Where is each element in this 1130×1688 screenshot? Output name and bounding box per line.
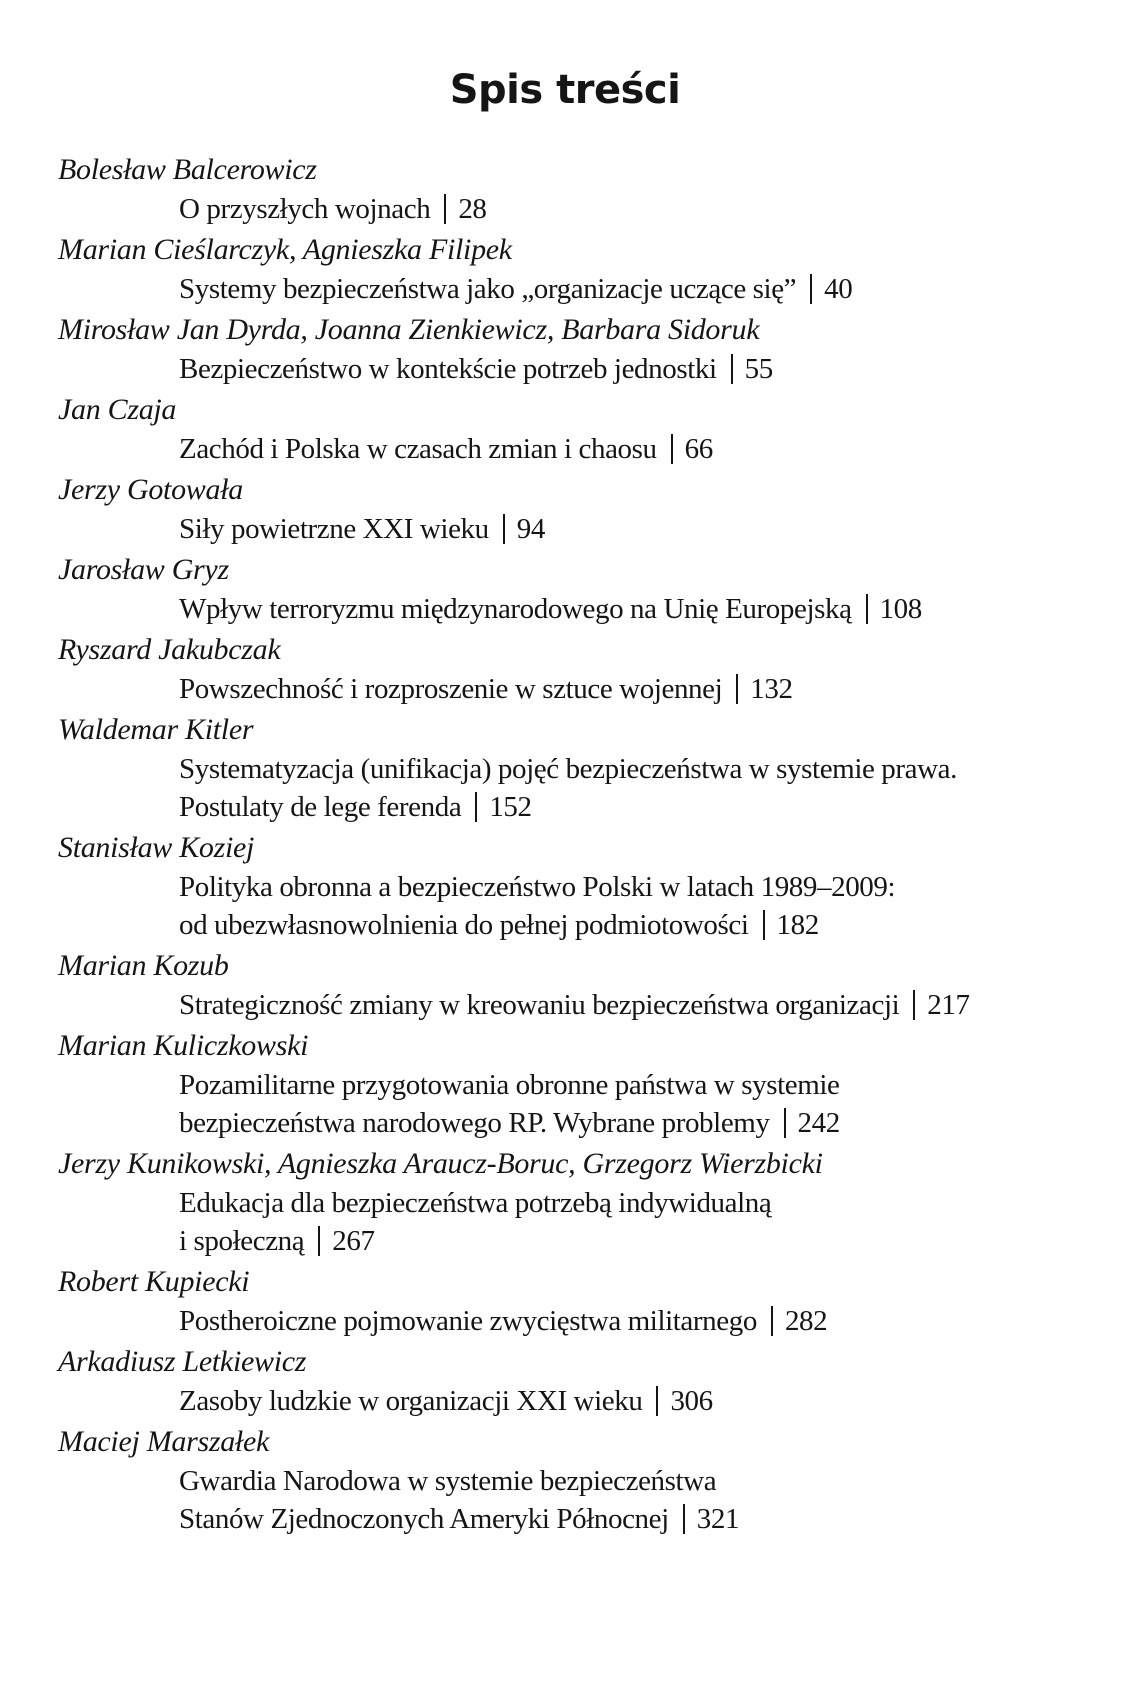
toc-entry [58,1422,1098,1538]
toc-title-line [179,906,1098,944]
toc-title-line [179,190,1098,228]
toc-entry [58,828,1098,944]
toc-page-number: 66 [684,433,713,465]
toc-work [58,350,1098,388]
toc-title-line [179,1104,1098,1142]
toc-page-number: 55 [744,353,773,385]
page-title: Spis treści [449,66,681,113]
toc-page-number: 321 [696,1503,740,1535]
toc-title-text: O przyszłych wojnach [179,193,431,225]
toc-entry [58,1026,1098,1142]
toc-title-line [179,788,1098,826]
toc-work [58,270,1098,308]
page-separator [683,1504,685,1534]
toc-entry [58,470,1098,548]
toc-work [58,590,1098,628]
toc-entry [58,310,1098,388]
toc-work [58,510,1098,548]
page-separator [656,1386,658,1416]
toc-work [58,1066,1098,1142]
toc-author: Marian Kuliczkowski [58,1029,309,1062]
page-separator [671,434,673,464]
toc-title-text: bezpieczeństwa narodowego RP. Wybrane problemy [179,1107,770,1139]
toc-page-number: 40 [824,273,853,305]
table-of-contents [58,150,1098,1538]
toc-title-text: Strategiczność zmiany w kreowaniu bezpieczeństwa organizacji [179,989,900,1021]
toc-entry [58,230,1098,308]
toc-entry [58,550,1098,628]
toc-page-number: 94 [516,513,545,545]
toc-entry [58,946,1098,1024]
toc-title-text: i społeczną [179,1225,305,1257]
toc-author: Stanisław Koziej [58,831,255,864]
page-separator [866,594,868,624]
toc-author: Arkadiusz Letkiewicz [58,1345,307,1378]
toc-entry [58,390,1098,468]
toc-title-text: Postulaty de lege ferenda [179,791,462,823]
toc-page-number: 217 [927,989,970,1021]
toc-work [58,190,1098,228]
toc-title-line [179,1500,1098,1538]
toc-title-line [179,670,1098,708]
toc-work [58,868,1098,944]
toc-title-line [179,986,1098,1024]
toc-entry [58,630,1098,708]
toc-page-number: 282 [784,1305,828,1337]
toc-page-number: 267 [332,1225,375,1257]
page-separator [784,1108,786,1138]
page-separator [731,354,733,384]
toc-title-text: od ubezwłasnowolnienia do pełnej podmiotowości [179,909,749,941]
toc-title-line [179,1462,1098,1500]
toc-author: Bolesław Balcerowicz [58,153,317,186]
toc-title-text: Stanów Zjednoczonych Ameryki Północnej [179,1503,669,1535]
toc-page-number: 182 [776,909,819,941]
page-separator [444,194,446,224]
toc-author: Jarosław Gryz [58,553,229,586]
toc-title-text: Pozamilitarne przygotowania obronne państwa w systemie [179,1069,840,1101]
toc-author: Jan Czaja [58,393,177,426]
toc-page-number: 132 [750,673,793,705]
toc-title-line [179,1184,1098,1222]
toc-entry [58,1262,1098,1340]
toc-page-number: 28 [458,193,487,225]
toc-entry [58,1342,1098,1420]
toc-author: Marian Cieślarczyk, Agnieszka Filipek [58,233,512,266]
toc-author: Robert Kupiecki [58,1265,250,1298]
toc-work [58,1462,1098,1538]
toc-title-text: Powszechność i rozproszenie w sztuce wojennej [179,673,723,705]
toc-entry [58,710,1098,826]
toc-title-line [179,430,1098,468]
toc-page-number: 152 [489,791,532,823]
toc-author: Jerzy Gotowała [58,473,243,506]
page-separator [810,274,812,304]
toc-title-text: Polityka obronna a bezpieczeństwo Polski w latach 1989–2009: [179,871,896,903]
page-separator [318,1226,320,1256]
toc-title-text: Systemy bezpieczeństwa jako „organizacje uczące się” [179,273,797,305]
toc-entry [58,150,1098,228]
toc-title-text: Bezpieczeństwo w kontekście potrzeb jednostki [179,353,717,385]
toc-title-line [179,590,1098,628]
toc-author: Jerzy Kunikowski, Agnieszka Araucz-Boruc, Grzegorz Wierzbicki [58,1147,823,1180]
toc-title-line [179,1302,1098,1340]
toc-title-text: Wpływ terroryzmu międzynarodowego na Unię Europejską [179,593,852,625]
toc-title-text: Siły powietrzne XXI wieku [179,513,489,545]
toc-author: Marian Kozub [58,949,229,982]
toc-title-line [179,350,1098,388]
toc-work [58,1184,1098,1260]
toc-title-line [179,868,1098,906]
toc-title-text: Gwardia Narodowa w systemie bezpieczeństwa [179,1465,717,1497]
toc-title-line [179,1066,1098,1104]
page-separator [763,910,765,940]
toc-page-number: 306 [670,1385,713,1417]
toc-title-text: Postheroiczne pojmowanie zwycięstwa militarnego [179,1305,757,1337]
page-separator [736,674,738,704]
toc-title-text: Edukacja dla bezpieczeństwa potrzebą indywidualną [179,1187,772,1219]
toc-author: Waldemar Kitler [58,713,254,746]
page-separator [913,990,915,1020]
toc-title-line [179,510,1098,548]
toc-work [58,670,1098,708]
toc-author: Mirosław Jan Dyrda, Joanna Zienkiewicz, Barbara Sidoruk [58,313,760,346]
toc-entry [58,1144,1098,1260]
toc-work [58,750,1098,826]
toc-work [58,1302,1098,1340]
page-separator [503,514,505,544]
toc-title-line [179,1222,1098,1260]
toc-title-line [179,270,1098,308]
page-separator [771,1306,773,1336]
toc-title-text: Zasoby ludzkie w organizacji XXI wieku [179,1385,643,1417]
toc-work [58,986,1098,1024]
toc-page-number: 242 [797,1107,840,1139]
page-separator [475,792,477,822]
toc-page-number: 108 [879,593,922,625]
toc-work [58,430,1098,468]
toc-title-line [179,1382,1098,1420]
toc-author: Ryszard Jakubczak [58,633,281,666]
toc-author: Maciej Marszałek [58,1425,269,1458]
toc-work [58,1382,1098,1420]
toc-title-line [179,750,1098,788]
toc-title-text: Systematyzacja (unifikacja) pojęć bezpieczeństwa w systemie prawa. [179,753,957,785]
toc-title-text: Zachód i Polska w czasach zmian i chaosu [179,433,657,465]
